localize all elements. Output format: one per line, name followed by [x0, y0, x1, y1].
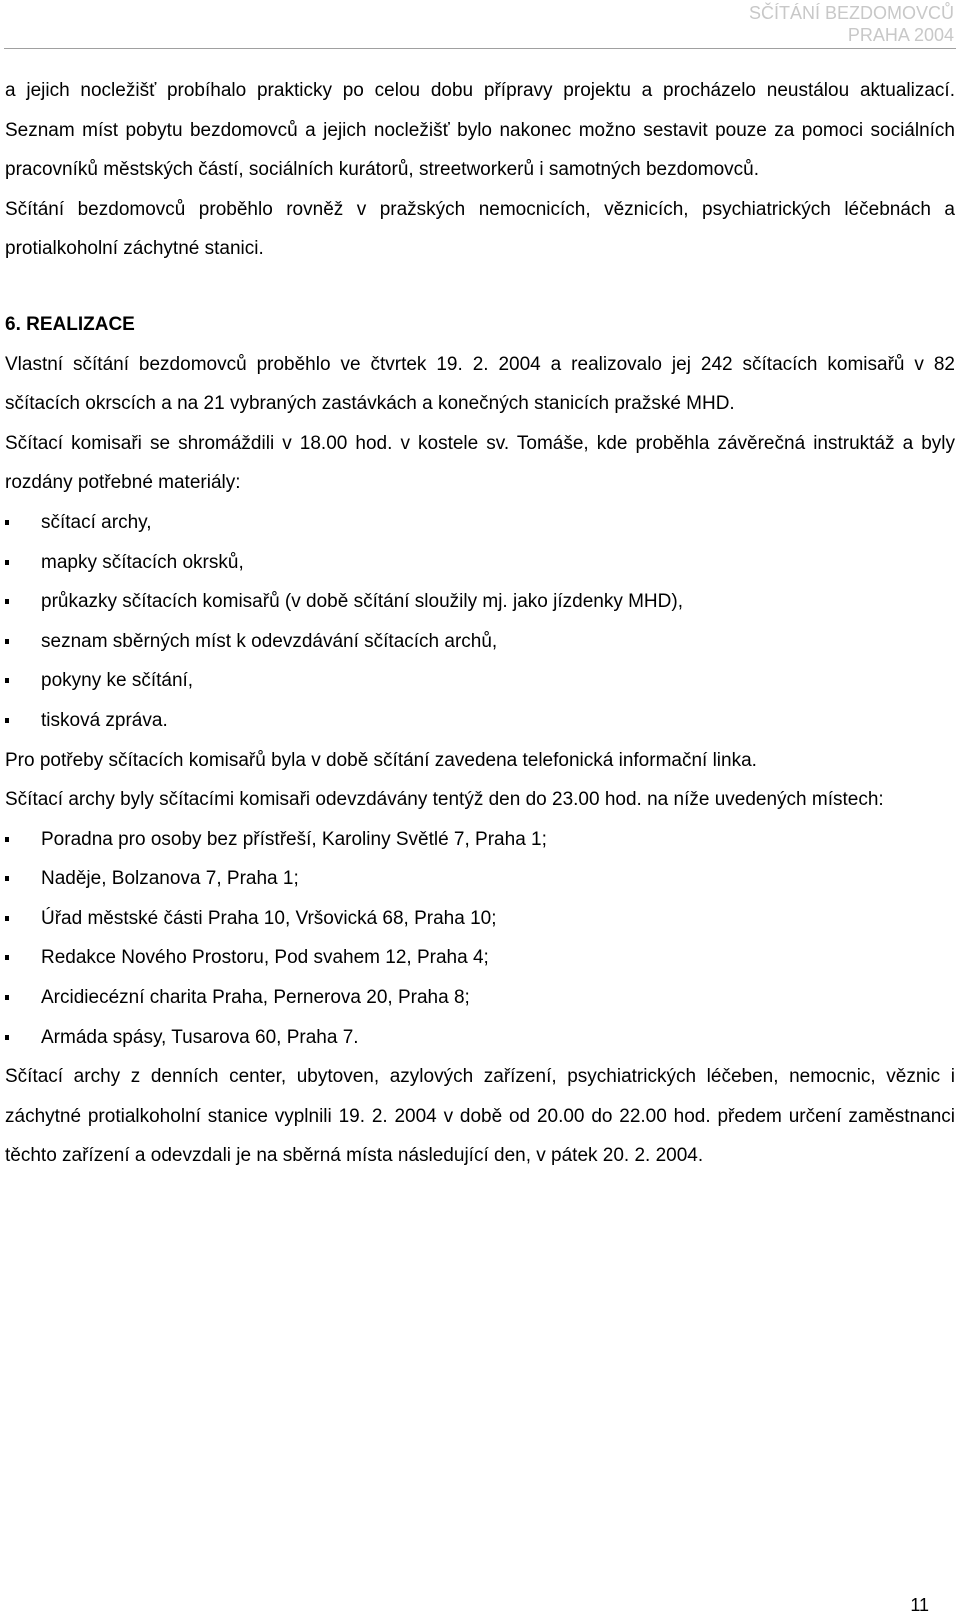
page-number: 11 — [910, 1595, 929, 1615]
bullet-icon — [5, 718, 9, 723]
list-item — [5, 859, 955, 899]
bullet-icon — [5, 678, 9, 683]
paragraph-institutions: Sčítací archy z denních center, ubytoven, azylových zařízení, psychiatrických léčeben, nemocnic, věznic i záchytné protialkoholní stanice vyplnili 19. 2. 2004 v době od 20.00 do 22.00 hod. předem určení zaměstnanci těchto zařízení a odevzdali je na sběrná místa následující den, v pátek 20. 2. 2004. — [5, 1066, 955, 1167]
collection-places-list — [5, 820, 955, 1058]
paragraph-hotline: Pro potřeby sčítacích komisařů byla v době sčítání zavedena telefonická informační linka. — [5, 749, 757, 771]
bullet-icon — [5, 1035, 9, 1040]
list-item-text: Úřad městské části Praha 10, Vršovická 68, Praha 10; — [41, 907, 497, 929]
bullet-icon — [5, 955, 9, 960]
bullet-icon — [5, 599, 9, 604]
list-item — [5, 820, 955, 860]
header-title: SČÍTÁNÍ BEZDOMOVCŮ — [748, 3, 954, 23]
list-item-text: Poradna pro osoby bez přístřeší, Karoliny Světlé 7, Praha 1; — [41, 828, 547, 850]
list-item — [5, 543, 955, 583]
materials-list — [5, 503, 955, 741]
bullet-icon — [5, 995, 9, 1000]
list-item-text: seznam sběrných míst k odevzdávání sčítacích archů, — [41, 630, 498, 652]
list-item-text: Arcidiecézní charita Praha, Pernerova 20, Praha 8; — [41, 987, 470, 1009]
list-item — [5, 701, 955, 741]
paragraph-collection: Sčítací archy byly sčítacími komisaři odevzdávány tentýž den do 23.00 hod. na níže uvedených místech: — [5, 789, 884, 811]
list-item-text: tisková zpráva. — [41, 709, 168, 731]
list-item-text: Naděje, Bolzanova 7, Praha 1; — [41, 868, 299, 890]
list-item — [5, 661, 955, 701]
list-item-text: sčítací archy, — [41, 511, 152, 533]
bullet-icon — [5, 520, 9, 525]
list-item — [5, 938, 955, 978]
document-body — [5, 71, 955, 1176]
bullet-icon — [5, 916, 9, 921]
list-item — [5, 978, 955, 1018]
bullet-icon — [5, 876, 9, 881]
header-subtitle: PRAHA 2004 — [847, 25, 954, 45]
header-divider — [4, 48, 956, 49]
list-item — [5, 899, 955, 939]
paragraph-intro: a jejich nocležišť probíhalo prakticky po celou dobu přípravy projektu a procházelo neustálou aktualizací. Seznam míst pobytu bezdomovců a jejich nocležišť bylo nakonec možno sestavit pouze za pomoci sociálních pracovníků městských částí, sociálních kurátorů, streetworkerů i samotných bezdomovců. — [5, 80, 955, 181]
list-item-text: průkazky sčítacích komisařů (v době sčítání sloužily mj. jako jízdenky MHD), — [41, 591, 683, 613]
paragraph-hospitals: Sčítání bezdomovců proběhlo rovněž v pražských nemocnicích, věznicích, psychiatrických léčebnách a protialkoholní záchytné stanici. — [5, 198, 955, 260]
list-item — [5, 582, 955, 622]
list-item-text: Redakce Nového Prostoru, Pod svahem 12, Praha 4; — [41, 947, 489, 969]
bullet-icon — [5, 560, 9, 565]
section-heading: 6. REALIZACE — [5, 313, 135, 335]
paragraph-realization: Vlastní sčítání bezdomovců proběhlo ve čtvrtek 19. 2. 2004 a realizovalo jej 242 sčítacích komisařů v 82 sčítacích okrscích a na 21 vybraných zastávkách a konečných stanicích pražské MHD. — [5, 353, 955, 415]
section-spacer — [5, 269, 955, 305]
list-item — [5, 503, 955, 543]
running-header — [749, 2, 954, 46]
paragraph-instruction: Sčítací komisaři se shromáždili v 18.00 hod. v kostele sv. Tomáše, kde proběhla závěrečná instruktáž a byly rozdány potřebné materiály: — [5, 432, 955, 494]
bullet-icon — [5, 837, 9, 842]
bullet-icon — [5, 639, 9, 644]
list-item — [5, 622, 955, 662]
list-item-text: mapky sčítacích okrsků, — [41, 551, 244, 573]
list-item — [5, 1018, 955, 1058]
list-item-text: Armáda spásy, Tusarova 60, Praha 7. — [41, 1026, 359, 1048]
list-item-text: pokyny ke sčítání, — [41, 670, 194, 692]
